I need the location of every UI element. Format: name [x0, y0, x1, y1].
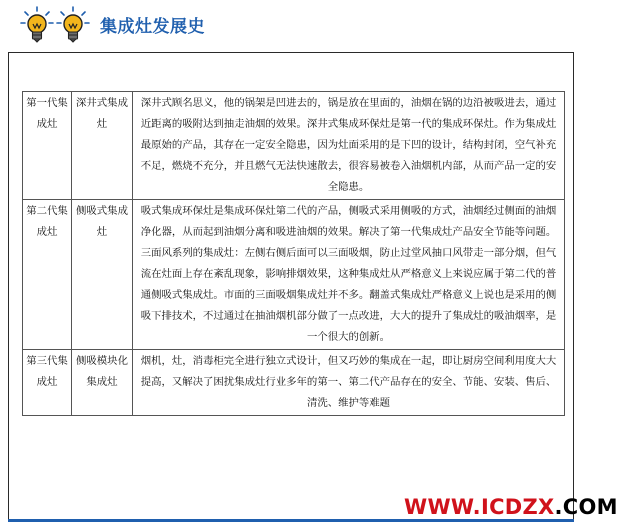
history-table: [22, 91, 565, 416]
lightbulb-icon: [20, 6, 54, 44]
table-row: [23, 200, 565, 350]
type-cell: 侧吸模块化集成灶: [72, 350, 133, 416]
type-cell: 深井式集成灶: [72, 92, 133, 200]
description-cell: 吸式集成环保灶是集成环保灶第二代的产品，侧吸式采用侧吸的方式，油烟经过侧面的油烟净化器，从而起到油烟分离和吸进油烟的效果。解决了第一代集成灶产品安全节能等问题。三面风系列的集成灶：左侧右侧后面可以三面吸烟，防止过堂风抽口风带走一部分烟，但气流在灶面上存在紊乱现象，影响排烟效果，这种集成灶从严格意义上来说应属于第二代的普通侧吸式集成灶。市面的三面吸烟集成灶并不多。翻盖式集成灶严格意义上说也是采用的侧吸下排技术，不过通过在抽油烟机部分做了一点改进，大大的提升了集成灶的吸油烟率，是一个很大的创新。: [133, 200, 565, 350]
type-cell: 侧吸式集成灶: [72, 200, 133, 350]
description-cell: 深井式顾名思义，他的锅架是凹进去的，锅是放在里面的，油烟在锅的边沿被吸进去，通过近距离的吸附达到抽走油烟的效果。深井式集成环保灶是第一代的集成环保灶。作为集成灶最原始的产品，其存在一定安全隐患，因为灶面采用的是下凹的设计，结构封闭，空气补充不足，燃烧不充分，并且燃气无法快速散去，很容易被卷入油烟机内部，从而产品一定的安全隐患。: [133, 92, 565, 200]
watermark-suffix: .COM: [554, 495, 618, 519]
generation-cell: 第二代集成灶: [23, 200, 72, 350]
watermark-main: WWW.ICDZX: [404, 495, 555, 519]
generation-cell: 第三代集成灶: [23, 350, 72, 416]
table-row: [23, 350, 565, 416]
header: [0, 0, 582, 50]
generation-cell: 第一代集成灶: [23, 92, 72, 200]
watermark: [404, 495, 618, 519]
description-cell: 烟机，灶，消毒柜完全进行独立式设计，但又巧妙的集成在一起，即让厨房空间利用度大大提高，又解决了困扰集成灶行业多年的第一、第二代产品存在的安全、节能、安装、售后、清洗、维护等难题: [133, 350, 565, 416]
history-table-wrap: [22, 91, 564, 416]
table-row: [23, 92, 565, 200]
page-title: 集成灶发展史: [100, 17, 205, 37]
lightbulb-icon: [56, 6, 90, 44]
bottom-accent-bar: [8, 519, 574, 522]
